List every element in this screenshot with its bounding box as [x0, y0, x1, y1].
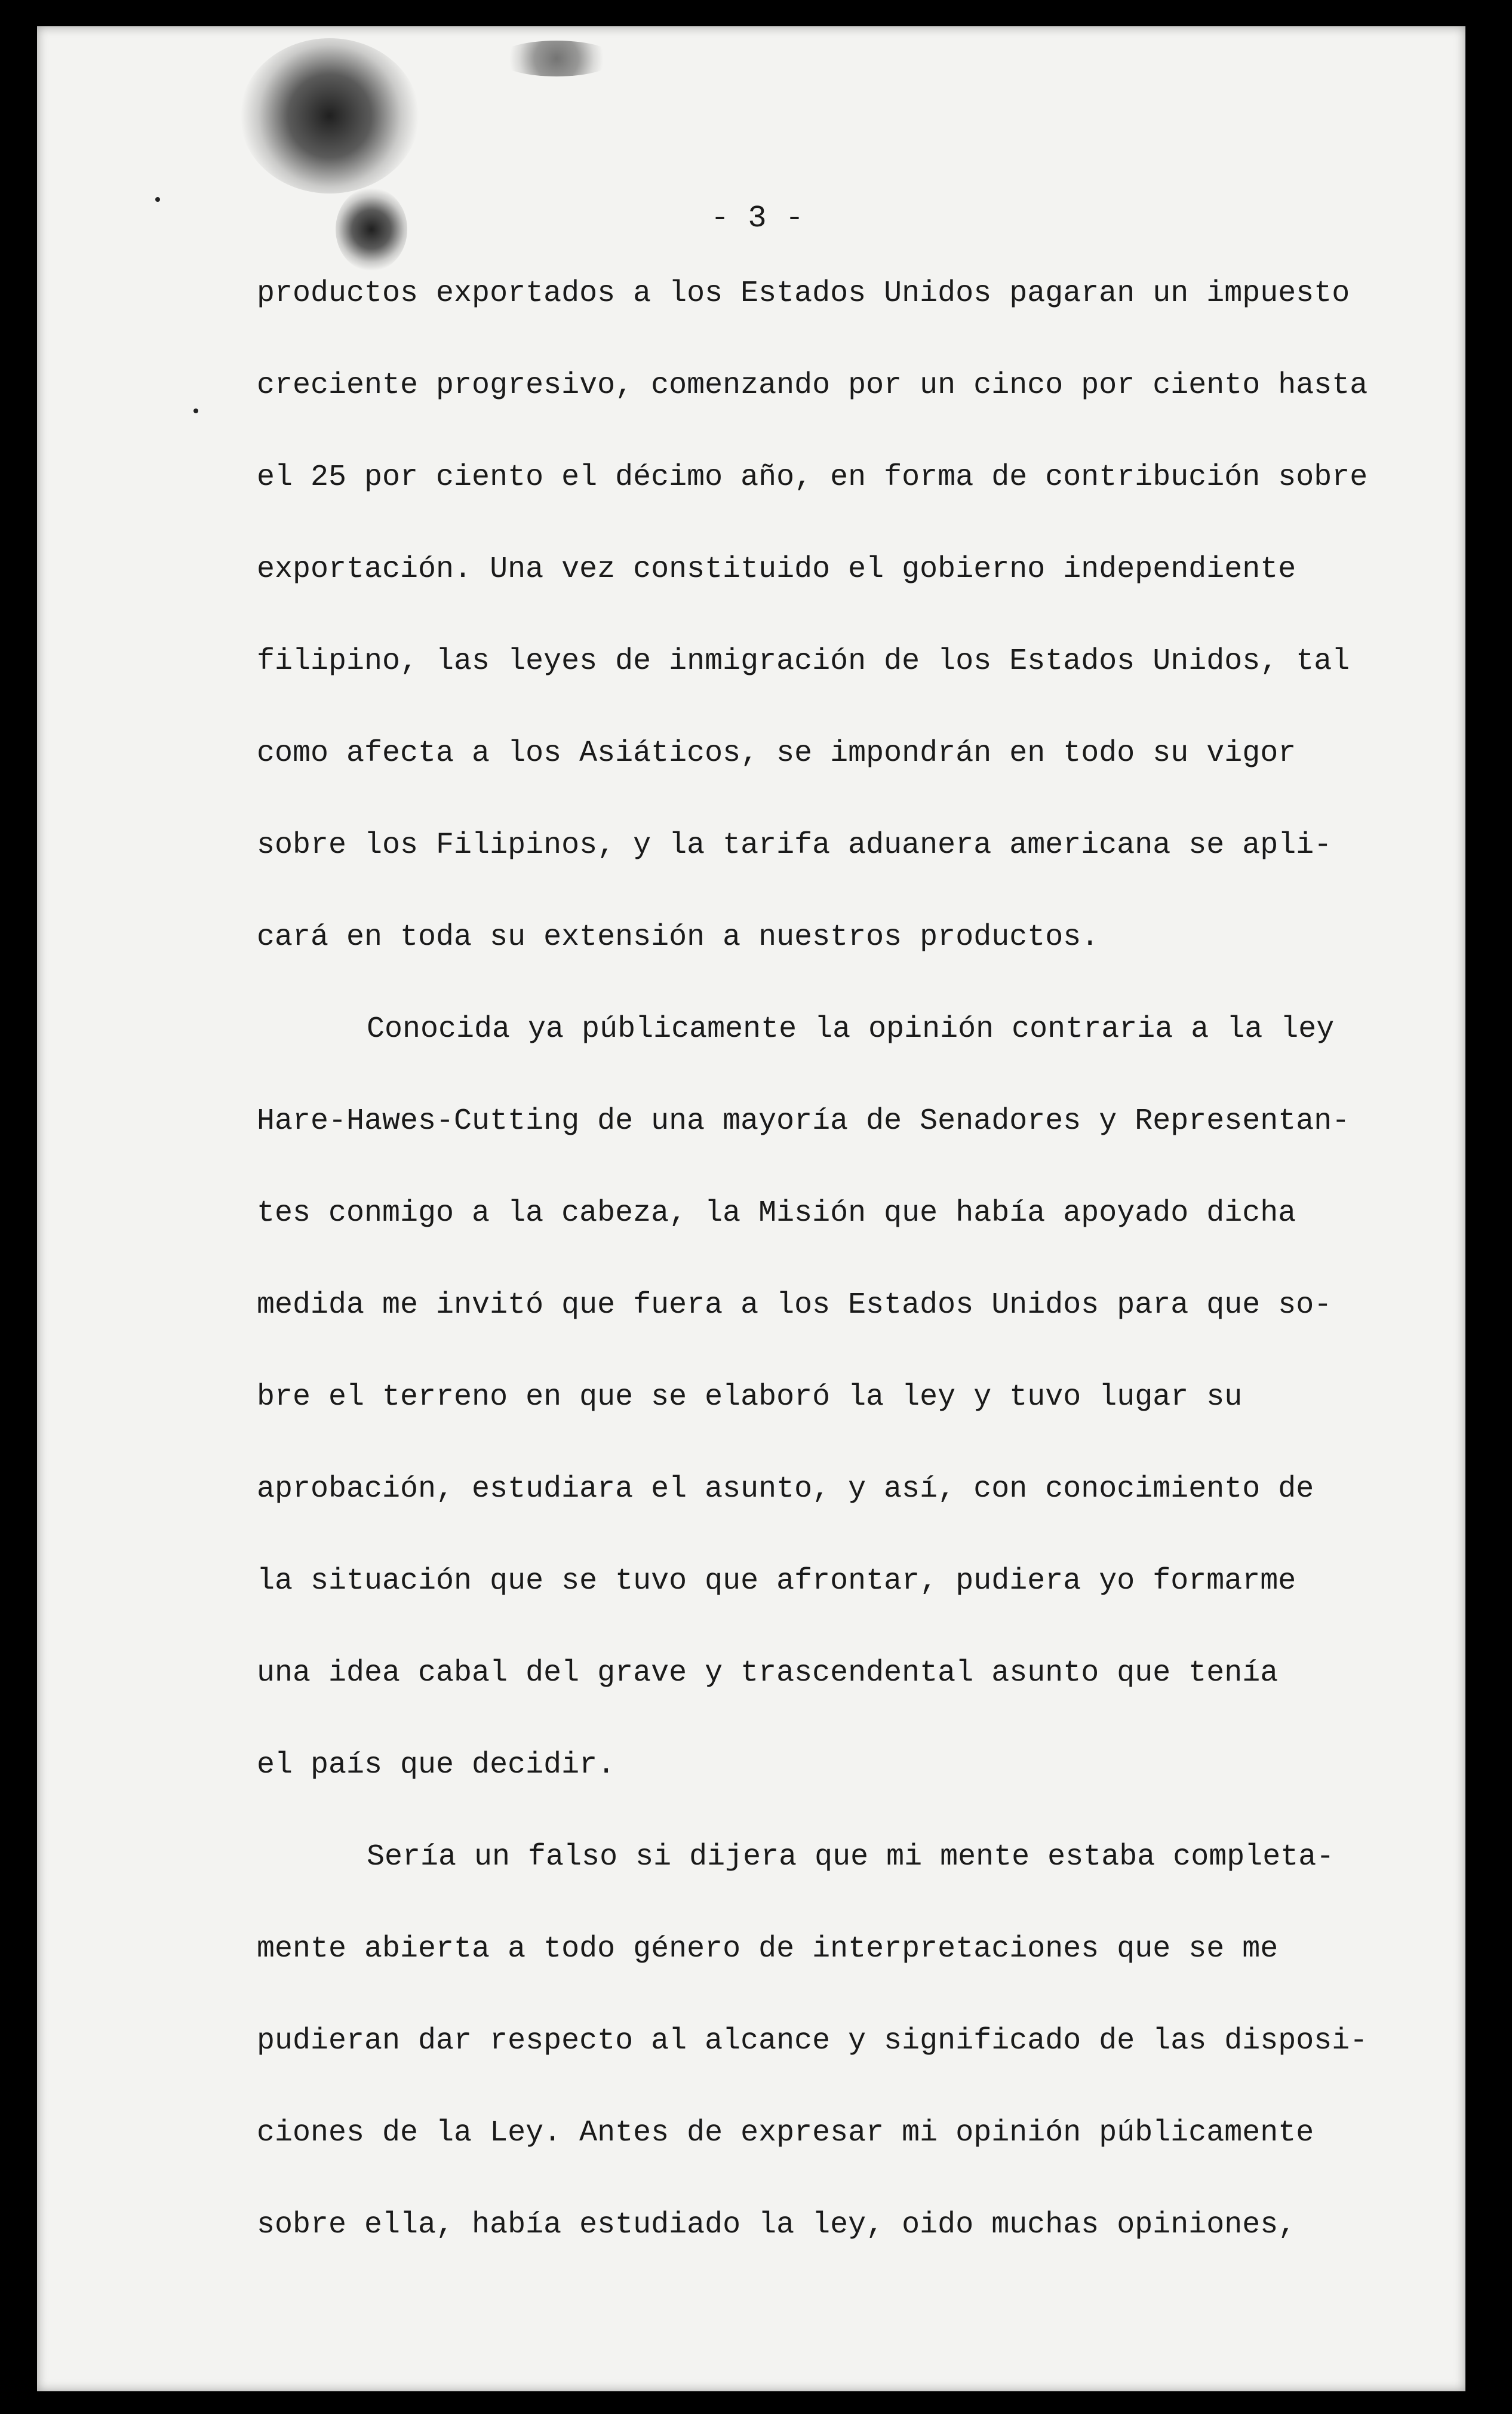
text-line: Hare-Hawes-Cutting de una mayoría de Senadores y Representan-	[257, 1104, 1350, 1138]
text-line: Conocida ya públicamente la opinión contraria a la ley	[367, 1012, 1335, 1046]
text-line: sobre ella, había estudiado la ley, oido muchas opiniones,	[257, 2208, 1296, 2242]
text-line: aprobación, estudiara el asunto, y así, con conocimiento de	[257, 1472, 1314, 1506]
text-line: filipino, las leyes de inmigración de los Estados Unidos, tal	[257, 644, 1350, 678]
ink-stain	[497, 41, 616, 76]
text-line: ciones de la Ley. Antes de expresar mi opinión públicamente	[257, 2116, 1314, 2150]
text-line: pudieran dar respecto al alcance y significado de las disposi-	[257, 2024, 1368, 2058]
ink-stain	[240, 38, 419, 194]
text-line: sobre los Filipinos, y la tarifa aduanera americana se apli-	[257, 828, 1332, 862]
text-line: exportación. Una vez constituido el gobierno independiente	[257, 552, 1296, 586]
ink-stain	[336, 188, 407, 271]
text-line: Sería un falso si dijera que mi mente estaba completa-	[367, 1840, 1335, 1874]
speck	[155, 197, 160, 202]
document-page	[37, 26, 1465, 2391]
speck	[193, 409, 198, 413]
text-line: una idea cabal del grave y trascendental asunto que tenía	[257, 1656, 1279, 1690]
text-line: medida me invitó que fuera a los Estados Unidos para que so-	[257, 1288, 1332, 1322]
text-line: la situación que se tuvo que afrontar, pudiera yo formarme	[257, 1564, 1296, 1598]
text-line: bre el terreno en que se elaboró la ley y tuvo lugar su	[257, 1380, 1243, 1414]
text-line: tes conmigo a la cabeza, la Misión que había apoyado dicha	[257, 1196, 1296, 1230]
page-number: - 3 -	[711, 201, 804, 236]
text-line: como afecta a los Asiáticos, se impondrán en todo su vigor	[257, 736, 1296, 770]
text-line: cará en toda su extensión a nuestros productos.	[257, 920, 1099, 954]
text-line: productos exportados a los Estados Unidos pagaran un impuesto	[257, 277, 1350, 311]
text-line: el país que decidir.	[257, 1748, 616, 1782]
text-line: el 25 por ciento el décimo año, en forma de contribución sobre	[257, 460, 1368, 495]
text-line: mente abierta a todo género de interpretaciones que se me	[257, 1932, 1279, 1966]
text-line: creciente progresivo, comenzando por un cinco por ciento hasta	[257, 368, 1368, 403]
